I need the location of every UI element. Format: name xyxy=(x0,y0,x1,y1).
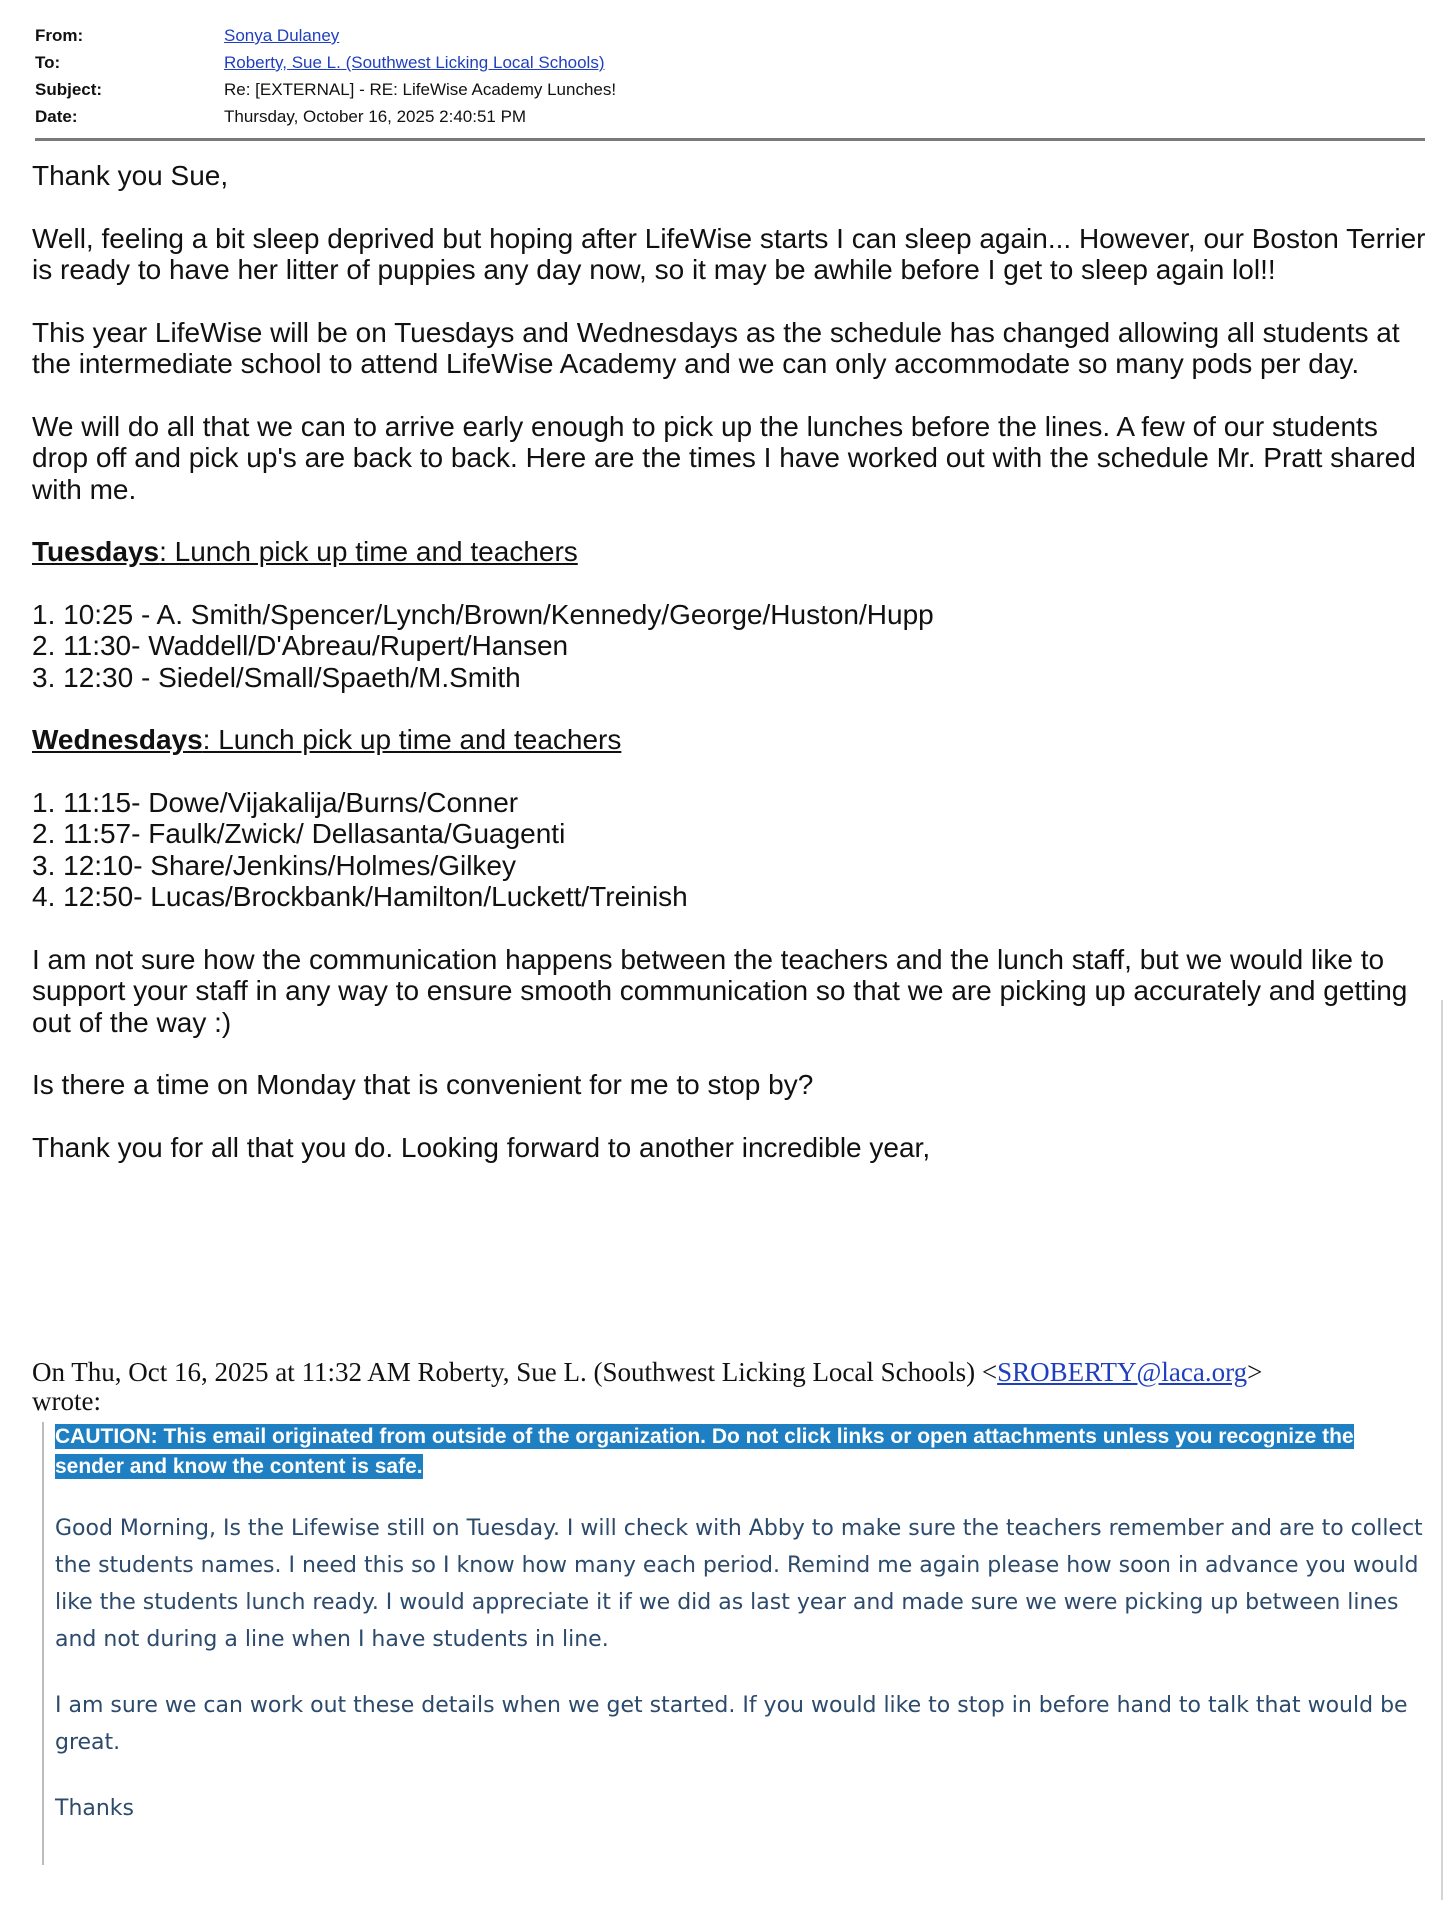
list-item: 2. 11:30- Waddell/D'Abreau/Rupert/Hansen xyxy=(32,630,569,661)
attribution-bracket: > xyxy=(1247,1357,1263,1387)
quote-bar xyxy=(42,1422,44,1865)
tuesday-schedule-list xyxy=(32,599,1432,694)
header-divider xyxy=(35,138,1425,141)
tuesday-heading-text: : Lunch pick up time and teachers xyxy=(159,536,578,567)
body-paragraph-1: Well, feeling a bit sleep deprived but hoping after LifeWise starts I can sleep again... However, our Boston Terrier is ready to have her litter of puppies any day now, so it may be awhile before I get to sleep again lol!! xyxy=(32,222,1426,285)
date-label: Date: xyxy=(35,107,78,126)
email-body xyxy=(32,160,1432,1194)
body-paragraph-5: Is there a time on Monday that is convenient for me to stop by? xyxy=(32,1069,814,1100)
list-item: 1. 10:25 - A. Smith/Spencer/Lynch/Brown/Kennedy/George/Huston/Hupp xyxy=(32,598,934,630)
tuesday-schedule-heading xyxy=(32,536,1432,568)
sender-email-link[interactable]: SROBERTY@laca.org xyxy=(997,1357,1248,1387)
attribution-text: On Thu, Oct 16, 2025 at 11:32 AM Roberty, Sue L. (Southwest Licking Local Schools) < xyxy=(32,1357,998,1387)
email-header xyxy=(35,22,1425,130)
quote-attribution xyxy=(32,1358,1432,1416)
list-item: 3. 12:10- Share/Jenkins/Holmes/Gilkey xyxy=(32,849,516,881)
tuesday-day-label: Tuesdays xyxy=(32,536,160,567)
list-item: 3. 12:30 - Siedel/Small/Spaeth/M.Smith xyxy=(32,661,521,693)
list-item: 1. 11:15- Dowe/Vijakalija/Burns/Conner xyxy=(32,786,519,818)
quoted-paragraph-2: I am sure we can work out these details when we get started. If you would like to stop in before hand to talk that would be great. xyxy=(55,1693,1408,1755)
wrote-label: wrote: xyxy=(32,1386,101,1416)
wednesday-heading-text: : Lunch pick up time and teachers xyxy=(202,724,622,755)
body-paragraph-3: We will do all that we can to arrive early enough to pick up the lunches before the lines. A few of our students drop off and pick up's are back to back. Here are the times I have worked out with the schedule Mr. Pratt shared with me. xyxy=(32,410,1416,505)
body-paragraph-2: This year LifeWise will be on Tuesdays and Wednesdays as the schedule has changed allowing all students at the intermediate school to attend LifeWise Academy and we can only accommodate so many pods per day. xyxy=(32,316,1400,379)
page-edge-line xyxy=(1441,1000,1443,1900)
wednesday-day-label: Wednesdays xyxy=(32,724,203,755)
to-recipient-link[interactable]: Roberty, Sue L. (Southwest Licking Local Schools) xyxy=(224,53,605,72)
date-row xyxy=(35,103,1425,130)
list-item: 2. 11:57- Faulk/Zwick/ Dellasanta/Guagenti xyxy=(32,818,566,849)
body-paragraph-4: I am not sure how the communication happens between the teachers and the lunch staff, but we would like to support your staff in any way to ensure smooth communication so that we are picking up accurately and getting out of the way :) xyxy=(32,943,1408,1038)
caution-banner xyxy=(55,1422,1385,1482)
quoted-signoff: Thanks xyxy=(55,1796,135,1821)
from-sender-link[interactable]: Sonya Dulaney xyxy=(224,26,340,45)
wednesday-schedule-list xyxy=(32,787,1432,913)
greeting: Thank you Sue, xyxy=(32,160,229,191)
subject-row xyxy=(35,76,1425,103)
subject-value: Re: [EXTERNAL] - RE: LifeWise Academy Lunches! xyxy=(224,80,617,99)
wednesday-schedule-heading xyxy=(32,724,1432,756)
to-row xyxy=(35,49,1425,76)
list-item: 4. 12:50- Lucas/Brockbank/Hamilton/Luckett/Treinish xyxy=(32,881,688,912)
from-row xyxy=(35,22,1425,49)
caution-text: CAUTION: This email originated from outside of the organization. Do not click links or open attachments unless you recognize the sender and know the content is safe. xyxy=(55,1425,1354,1478)
from-label: From: xyxy=(35,26,84,45)
quoted-paragraph-1: Good Morning, Is the Lifewise still on Tuesday. I will check with Abby to make sure the teachers remember and are to collect the students names. I need this so I know how many each period. Remind me again please how soon in advance you would like the students lunch ready. I would appreciate it if we did as last year and made sure we were picking up between lines and not during a line when I have students in line. xyxy=(55,1516,1423,1652)
date-value: Thursday, October 16, 2025 2:40:51 PM xyxy=(224,107,527,126)
quoted-message xyxy=(55,1510,1425,1856)
closing-line: Thank you for all that you do. Looking forward to another incredible year, xyxy=(32,1131,931,1163)
subject-label: Subject: xyxy=(35,80,103,99)
to-label: To: xyxy=(35,53,61,72)
